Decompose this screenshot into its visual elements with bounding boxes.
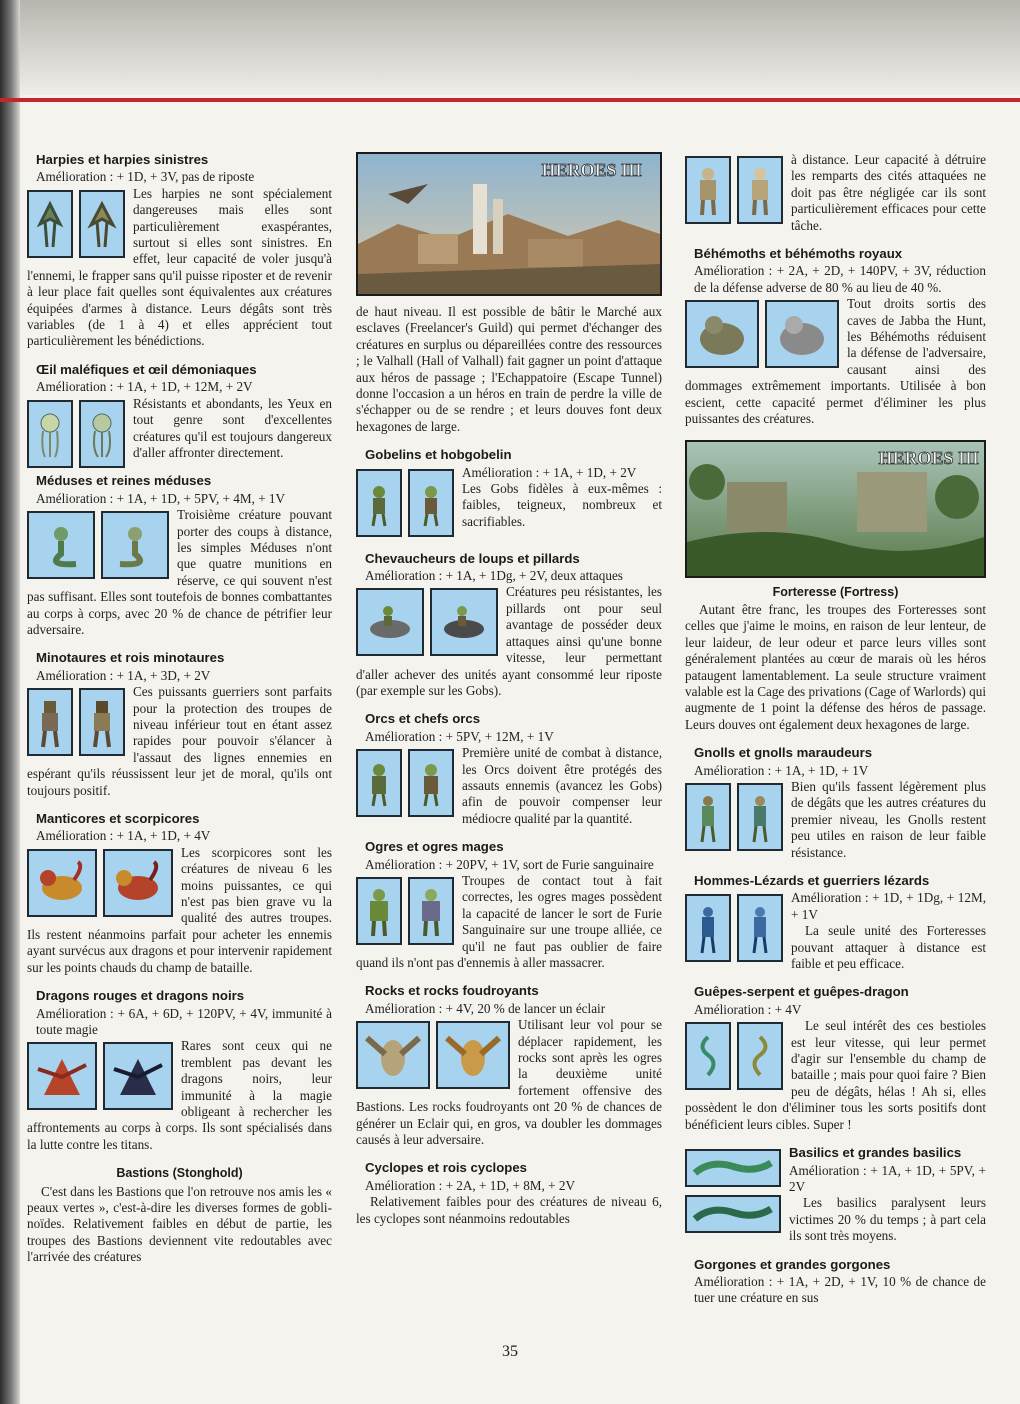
creature-portraits xyxy=(685,1022,783,1090)
goblin-portrait xyxy=(356,469,402,537)
section-stats: Amélioration : + 1A, + 3D, + 2V xyxy=(36,667,211,683)
ancient-behemoth-portrait xyxy=(765,300,839,368)
section-text: Tout droits sortis des caves de Jabba the Hunt, les Béhémoths réduisent la défense de l'adversaire, causant ainsi des dommages extrêmement importants. Utilisée à bon escient, cette capacité permet d'éliminer les plus puissantes des créatures. xyxy=(685,296,986,427)
orc-portrait xyxy=(356,749,402,817)
section-cyclopes xyxy=(356,1160,662,1227)
page-number: 35 xyxy=(502,1343,518,1360)
section-text: Les scorpicores sont les créatures de niveau 6 les moins puissantes, ce qui n'est pas bien grave vu la qualité des autres troupes. Ils restent néanmoins parfait pour acheter les ennemis ayant survécus aux dragons et pour intervenir rapidement sur les points chauds du champ de bataille. xyxy=(27,844,332,975)
section-rocks xyxy=(356,983,662,1148)
section-forteresse xyxy=(685,584,986,734)
greater-basilisk-portrait xyxy=(685,1195,781,1233)
fortress-town-screenshot xyxy=(685,440,986,578)
section-minotaures xyxy=(27,650,332,799)
creature-portraits xyxy=(356,469,454,537)
section-text: Autant être franc, les troupes des Forteresses sont celles que j'aime le moins, en raison de leur lenteur, de leur laideur, de leur odeur et parce leurs villes sont généralement plantées au cœur de marais où les héros pataugent lamentablement. La seule structure vraiment valable est la Cage des privations (Cage of Warlords) qui augmente de 1 point la défense des héros de passage. Leurs douves ont également deux hexagones de large. xyxy=(685,601,986,732)
wolf-rider-portrait xyxy=(356,588,424,656)
column-middle xyxy=(356,152,662,1239)
section-stats: Amélioration : + 2A, + 2D, + 140PV, + 3V, réduction de la défense adverse de 80 % au lieu de 40 %. xyxy=(694,263,986,295)
section-title: Dragons rouges et dragons noirs xyxy=(36,988,245,1004)
red-dragon-portrait xyxy=(27,1042,97,1110)
section-stats: Amélioration : + 1A, + 1D, + 5PV, + 2V xyxy=(789,1162,986,1194)
section-gobelins xyxy=(356,447,662,538)
section-title: Méduses et reines méduses xyxy=(36,473,212,489)
town-title: Forteresse (Fortress) xyxy=(772,584,899,599)
medusa-queen-portrait xyxy=(101,511,169,579)
section-title: Basilics et grandes basilics xyxy=(789,1145,962,1161)
ogre-portrait xyxy=(356,877,402,945)
section-stats: Amélioration : + 1D, + 1Dg, + 12M, + 1V xyxy=(791,890,986,922)
creature-portraits xyxy=(27,688,125,756)
gnoll-portrait xyxy=(685,783,731,851)
creature-portraits xyxy=(685,783,783,851)
section-cyclopes-continued xyxy=(685,152,986,234)
column-right xyxy=(685,152,986,1319)
section-chevaucheurs xyxy=(356,551,662,700)
medusa-portrait xyxy=(27,511,95,579)
section-title: Guêpes-serpent et guêpes-dragon xyxy=(694,984,909,1000)
section-stats: Amélioration : + 2A, + 1D, + 8M, + 2V xyxy=(365,1177,575,1193)
section-stats: Amélioration : + 1A, + 1D, + 5PV, + 4M, + 1V xyxy=(36,490,286,506)
section-lezards xyxy=(685,873,986,972)
top-decorative-band xyxy=(20,0,1020,95)
creature-portraits xyxy=(27,849,173,917)
section-title: Gorgones et grandes gorgones xyxy=(694,1256,891,1272)
section-title: Manticores et scorpicores xyxy=(36,811,200,827)
roc-portrait xyxy=(356,1021,430,1089)
section-behemoths xyxy=(685,246,986,427)
section-title: Chevaucheurs de loups et pillards xyxy=(365,550,580,566)
section-text: Créatures peu résistantes, les pillards ont pour seul avantage de posséder deux attaques ainsi qu'une bonne vitesse, leur permettant d'aller achever des unités ayant consommé leur riposte (par exemple sur les Gobs). xyxy=(356,584,662,698)
hobgoblin-portrait xyxy=(408,469,454,537)
section-gnolls xyxy=(685,745,986,861)
scorpicore-portrait xyxy=(103,849,173,917)
section-dragons xyxy=(27,988,332,1153)
section-stats: Amélioration : + 1A, + 1D, + 2V xyxy=(462,464,637,480)
creature-portraits xyxy=(685,300,839,368)
black-dragon-portrait xyxy=(103,1042,173,1110)
section-manticores xyxy=(27,811,332,976)
lizardman-portrait xyxy=(685,894,731,962)
evil-eye-portrait xyxy=(27,400,73,468)
creature-portraits xyxy=(27,400,125,468)
manticore-portrait xyxy=(27,849,97,917)
section-stats: Amélioration : + 1A, + 2D, + 1V, 10 % de chance de tuer une créature en sus xyxy=(694,1273,986,1306)
creature-portraits xyxy=(356,877,454,945)
section-text: Ces puissants guerriers sont parfaits pour la protection des troupes de niveau inférieur tout en étant assez rapides pour pouvoir s'élancer à l'assaut des lignes ennemies en espérant qu'ils réussissent leur jet de moral, qu'ils ont toujours positif. xyxy=(27,684,332,798)
minotaur-portrait xyxy=(27,688,73,756)
cyclops-king-portrait xyxy=(737,156,783,224)
section-title: Ogres et ogres mages xyxy=(365,839,504,855)
section-stats: Amélioration : + 6A, + 6D, + 120PV, + 4V, immunité à toute magie xyxy=(36,1005,332,1037)
column-left xyxy=(27,152,332,1278)
section-text: Les basilics paralysent leurs victimes 20 % du temps ; à part cela ils sont très moyens. xyxy=(789,1195,986,1244)
section-text: C'est dans les Bastions que l'on retrouve nos amis les « peaux vertes », c'est-à-dire les diverses formes de goblinoïdes. Relativement faibles en début de partie, les troupes des Bastions deviennent vite redoutables avec l'arrivée des créatures xyxy=(27,1183,332,1265)
harpy-portrait xyxy=(27,190,73,258)
section-gorgones xyxy=(685,1257,986,1307)
creature-portraits xyxy=(27,190,125,258)
lizard-warrior-portrait xyxy=(737,894,783,962)
section-oeil xyxy=(27,362,332,461)
section-title: Orcs et chefs orcs xyxy=(365,711,481,727)
red-header-rule xyxy=(0,98,1020,102)
section-basilics xyxy=(685,1145,986,1244)
serpent-fly-portrait xyxy=(685,1022,731,1090)
section-text: Le seul intérêt des ces bestioles est leur vitesse, qui leur permet d'agir sur l'ensemble du champ de bataille ; mais pour quoi faire ? Bien peu de dégâts, hélas ! Ah si, elles possèdent le don d'éliminer tous les sorts positifs dont bénéficient leurs cibles. Super ! xyxy=(685,1018,986,1132)
section-text: Rares sont ceux qui ne tremblent pas devant les dragons noirs, leur immunité à la magie obligeant à rechercher les affrontements au corps à corps. Ils sont spécialisés dans la lutte contre les titans. xyxy=(27,1038,332,1152)
section-orcs xyxy=(356,711,662,827)
heroes-logo: HEROES III xyxy=(541,160,642,180)
heroes-logo: HEROES III xyxy=(878,447,979,468)
creature-portraits xyxy=(356,749,454,817)
town-title: Bastions (Stonghold) xyxy=(116,1166,243,1181)
section-text: de haut niveau. Il est possible de bâtir le Marché aux esclaves (Freelancer's Guild) qui permet d'échanger des créatures en surplus ou dépareillées contre des ressources ; le Valhall (Hall of Valhall) fait gagner un point d'attaque aux héros de passage ; l'Echappatoire (Escape Tunnel) donne l'occasion a un héros en train de perdre la ville de s'échapper ou de se rendre ; et leurs douves font deux hexagones de large. xyxy=(356,304,662,434)
section-stats: Amélioration : + 1A, + 1D, + 4V xyxy=(36,828,211,844)
orc-chieftain-portrait xyxy=(408,749,454,817)
ogre-mage-portrait xyxy=(408,877,454,945)
section-text: Première unité de combat à distance, les Orcs doivent être protégés des assauts ennemis (avancez les Gobs) afin de pouvoir compenser leur médiocre qualité par la quantité. xyxy=(462,745,662,826)
stronghold-town-screenshot xyxy=(356,152,662,296)
section-ogres xyxy=(356,839,662,971)
section-stats: Amélioration : + 4V, 20 % de lancer un éclair xyxy=(365,1000,606,1016)
section-text: Troupes de contact tout à fait correctes, les ogres mages possèdent la capacité de lancer le sort de Furie Sanguinaire sur une troupe alliée, ce qu'il ne faut pas oublier de faire quand ils n'ont pas d'ennemis à aller massacrer. xyxy=(356,872,662,970)
section-text: Les Gobs fidèles à eux-mêmes : faibles, teigneux, nombreux et sacrifiables. xyxy=(462,481,662,529)
section-stats: Amélioration : + 1D, + 3V, pas de riposte xyxy=(36,169,255,185)
section-title: Harpies et harpies sinistres xyxy=(36,152,209,167)
creature-portraits xyxy=(27,1042,173,1110)
gnoll-marauder-portrait xyxy=(737,783,783,851)
section-title: Rocks et rocks foudroyants xyxy=(365,983,539,999)
creature-portraits xyxy=(685,1149,781,1233)
section-stats: Amélioration : + 1A, + 1D, + 1V xyxy=(694,762,869,778)
evil-eye-upgrade-portrait xyxy=(79,400,125,468)
creature-portraits xyxy=(27,511,169,579)
creature-portraits xyxy=(685,894,783,962)
section-text: Les harpies ne sont spécialement dangereuses mais elles sont particulièrement exaspérantes, surtout si elles sont sinistres. En effet, leur capacité de voler jusqu'à l'ennemi, le frapper sans qu'il puisse riposter et de revenir à leur place fait quelles sont équivalentes aux créatures équipées d'armes à distance. Leurs dégâts sont très variables (de 1 à 4) et elles apprécient tout particulièrement les bénédictions. xyxy=(27,185,332,349)
section-title: Hommes-Lézards et guerriers lézards xyxy=(694,873,930,888)
creature-portraits xyxy=(356,588,498,656)
section-text: La seule unité des Forteresses pouvant attaquer à distance est faible et peu efficace. xyxy=(791,923,986,972)
section-text: Troisième créature pouvant porter des coups à distance, les simples Méduses n'ont que quatre munitions en réserve, ce qui souvent n'est pas suffisant. Elles sont toutefois de bonnes combattantes au corps à corps, avec 20 % de chance de pétrifier leur adversaire. xyxy=(27,507,332,637)
section-title: Gobelins et hobgobelin xyxy=(365,447,512,463)
section-title: Œil maléfiques et œil démoniaques xyxy=(36,361,257,377)
section-meduses xyxy=(27,473,332,638)
section-harpies xyxy=(27,152,332,350)
section-stats: Amélioration : + 5PV, + 12M, + 1V xyxy=(365,728,554,744)
section-bastions xyxy=(27,1165,332,1265)
minotaur-king-portrait xyxy=(79,688,125,756)
section-text: Relativement faibles pour des créatures de niveau 6, les cyclopes sont néanmoins redoutables xyxy=(356,1194,662,1226)
section-text: Utilisant leur vol pour se déplacer rapidement, les rocks sont après les ogres la deuxième unité fortement offensive des Bastions. Les rocks foudroyants ont 20 % de chances de générer un Eclair qui, en gros, va doubler les dommages causés à leur adversaire. xyxy=(356,1017,662,1148)
section-guepes xyxy=(685,984,986,1133)
basilisk-portrait xyxy=(685,1149,781,1187)
section-title: Minotaures et rois minotaures xyxy=(36,650,225,666)
creature-portraits xyxy=(356,1021,510,1089)
section-text: Bien qu'ils fassent légèrement plus de dégâts que les autres créatures du premier niveau, les Gnolls restent peu utiles en raison de leur faible résistance. xyxy=(791,778,986,860)
section-stats: Amélioration : + 1A, + 1D, + 12M, + 2V xyxy=(36,379,253,395)
page-binding xyxy=(0,0,20,1404)
section-stats: Amélioration : + 4V xyxy=(694,1001,802,1017)
harpy-hag-portrait xyxy=(79,190,125,258)
section-text: Résistants et abondants, les Yeux en tout genre sont d'excellentes créatures qu'il est toujours dangereux d'aller affronter directement. xyxy=(133,395,332,460)
section-title: Gnolls et gnolls maraudeurs xyxy=(694,745,873,761)
section-stats: Amélioration : + 1A, + 1Dg, + 2V, deux attaques xyxy=(365,568,623,584)
thunderbird-portrait xyxy=(436,1021,510,1089)
wolf-raider-portrait xyxy=(430,588,498,656)
section-title: Béhémoths et béhémoths royaux xyxy=(694,246,903,262)
cyclops-portrait xyxy=(685,156,731,224)
section-stats: Amélioration : + 20PV, + 1V, sort de Furie sanguinaire xyxy=(365,856,654,872)
dragon-fly-portrait xyxy=(737,1022,783,1090)
behemoth-portrait xyxy=(685,300,759,368)
section-title: Cyclopes et rois cyclopes xyxy=(365,1160,527,1176)
creature-portraits xyxy=(685,156,783,224)
section-text: à distance. Leur capacité à détruire les remparts des cités attaquées ne doit pas être négligée car ils sont particulièrement efficaces pour cette tâche. xyxy=(791,152,986,233)
